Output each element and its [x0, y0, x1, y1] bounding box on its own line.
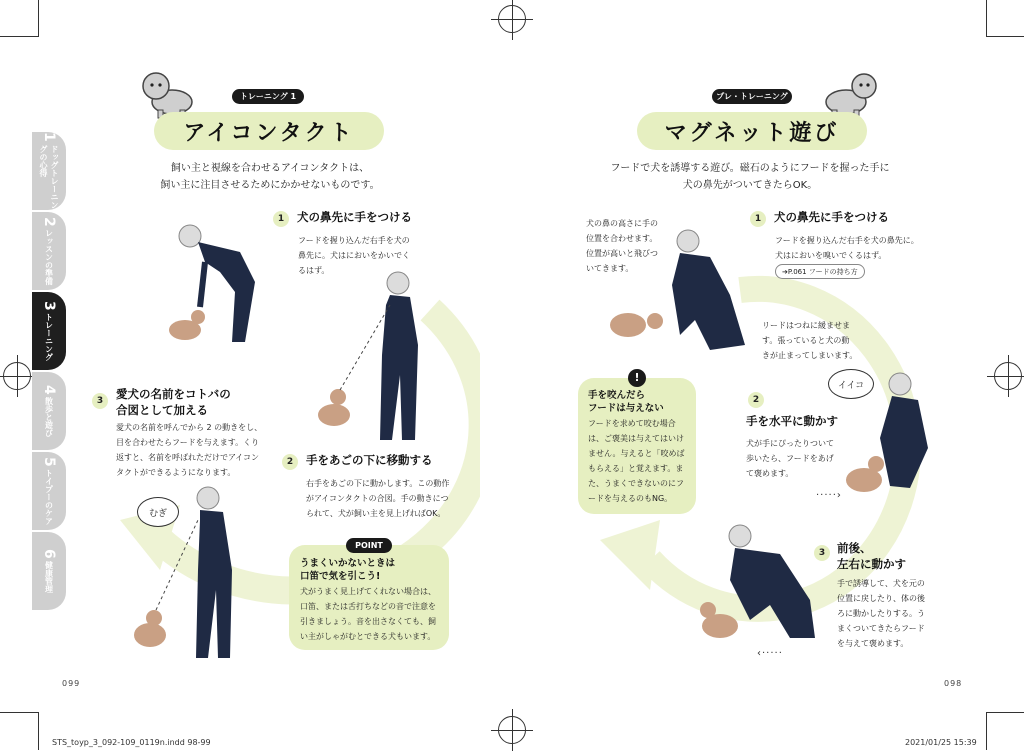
photo-trainer-step1	[160, 212, 280, 347]
page-reference-link[interactable]: ➔P.061 フードの持ち方	[775, 264, 865, 279]
page-title-eye-contact: アイコンタクト	[154, 112, 384, 150]
page-number-left: 099	[62, 679, 81, 688]
intro-text-right: フードで犬を誘導する遊び。磁石のようにフードを握った手に 犬の鼻先がついてきたらOK。	[610, 163, 890, 191]
magnet-step-body-1: フードを握り込んだ右手を犬の鼻先に。 犬はにおいを嗅いでくるはず。	[775, 236, 919, 260]
photo-trainer-magnet-step1	[600, 225, 760, 360]
photo-trainer-magnet-step3	[690, 520, 830, 650]
chapter-tab-5[interactable]: 5 トイプーのケア	[32, 452, 66, 530]
point-body: 犬がうまく見上げてくれない場合は、 口笛、または舌打ちなどの音で注意を 引きましょう。音を出さなくても、飼 い主がしゃがむとできる犬もいます。	[300, 587, 436, 641]
motion-dots-right: ·····›	[816, 490, 842, 501]
step-number-2: 2	[282, 454, 298, 470]
chapter-tab-2[interactable]: 2 レッスンの準備	[32, 212, 66, 290]
magnet-step-number-1: 1	[750, 211, 766, 227]
note-hand-height: 犬の鼻の高さに手の 位置を合わせます。 位置が高いと飛びつ いてきます。	[586, 219, 658, 273]
magnet-step-title-3: 前後、 左右に動かす	[837, 541, 906, 571]
page-number-right: 098	[944, 679, 963, 688]
point-title: うまくいかないときは 口笛で気を引こう!	[300, 558, 396, 582]
motion-dots-left: ‹·····	[757, 648, 783, 659]
magnet-step-title-2: 手を水平に動かす	[746, 414, 838, 428]
speech-balloon-mugi: むぎ	[137, 497, 179, 527]
step-title-1: 犬の鼻先に手をつける	[297, 210, 412, 224]
warning-body: フードを求めて咬む場合 は、ご褒美は与えてはいけ ません。与えると「咬めば もらえる」と覚えます。ま た、うまくできないのにフ ードを与えるのもNG。	[588, 419, 685, 503]
note-leash: リードはつねに緩ませま す。張っていると犬の動 きが止まってしまいます。	[762, 321, 858, 360]
magnet-step-body-3: 手で誘導して、犬を元の 位置に戻したり、体の後 ろに動かしたりする。う まくついてきたらフード を与えて褒めます。	[837, 579, 925, 648]
footer-timestamp: 2021/01/25 15:39	[905, 738, 977, 747]
warning-title: 手を咬んだら フードは与えない	[588, 390, 664, 414]
step-title-2: 手をあごの下に移動する	[306, 453, 433, 467]
magnet-step-title-1: 犬の鼻先に手をつける	[774, 210, 889, 224]
intro-text-left: 飼い主と視線を合わせるアイコンタクトは、 飼い主に注目させるためにかかせないものです。	[160, 163, 380, 191]
magnet-step-number-3: 3	[814, 545, 830, 561]
chapter-tab-3[interactable]: 3 トレーニング	[32, 292, 66, 370]
magnet-step-number-2: 2	[748, 392, 764, 408]
warning-icon-mark: !	[634, 371, 640, 384]
step-number-3: 3	[92, 393, 108, 409]
speech-balloon-iiko: イイコ	[828, 369, 874, 399]
chapter-tab-6[interactable]: 6 健康管理	[32, 532, 66, 610]
chapter-tab-1[interactable]: 1 ドッグトレーニングの心得	[32, 132, 66, 210]
step-title-3: 愛犬の名前をコトバの 合図として加える	[116, 387, 231, 417]
section-tag-training: トレーニング 1	[232, 89, 304, 104]
photo-trainer-step2	[310, 265, 440, 445]
footer-filename: STS_toyp_3_092-109_0119n.indd 98-99	[52, 738, 211, 747]
magnet-step-body-2: 犬が手にぴったりついて 歩いたら、フードをあげ て褒めます。	[746, 439, 834, 478]
point-tag: POINT	[346, 538, 392, 553]
step-body-2: 右手をあごの下に動かします。この動作 がアイコンタクトの合図。手の動きにつ られて、犬が飼い主を見上げればOK。	[306, 479, 450, 518]
step-body-3: 愛犬の名前を呼んでから 2 の動きをし、 目を合わせたらフードを与えます。くり 返すと、名前を呼ばれただけでアイコン タクトができるようになります。	[116, 423, 263, 477]
step-body-1: フードを握り込んだ右手を犬の 鼻先に。犬はにおいをかいでく るはず。	[298, 236, 410, 275]
chapter-tab-4[interactable]: 4 散歩と遊び	[32, 372, 66, 450]
section-tag-pre-training: プレ・トレーニング	[712, 89, 792, 104]
page-title-magnet-play: マグネット遊び	[637, 112, 867, 150]
step-number-1: 1	[273, 211, 289, 227]
